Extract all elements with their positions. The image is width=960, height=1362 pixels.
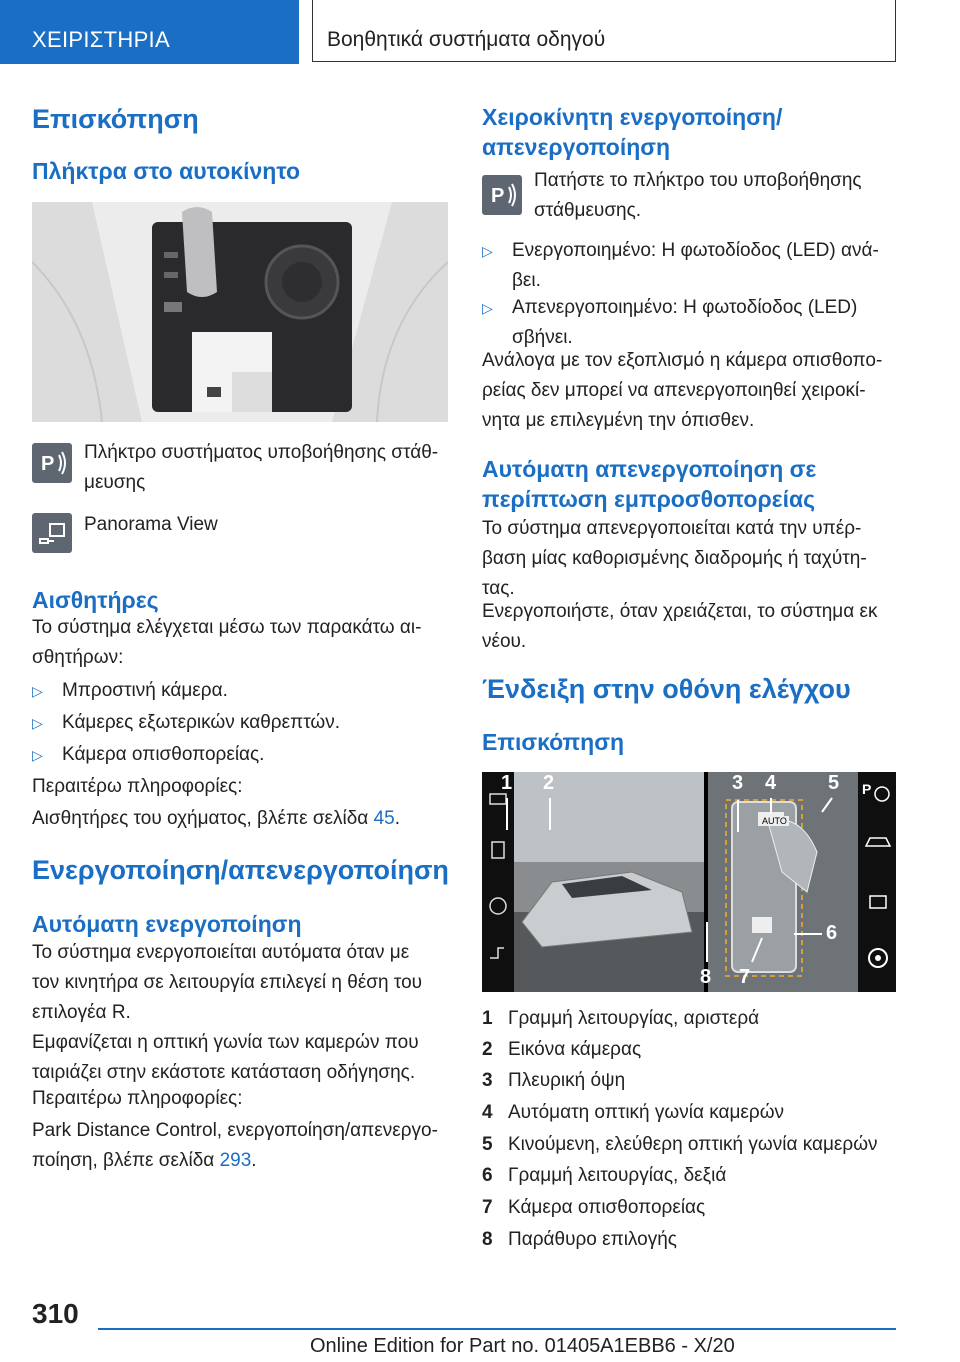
pdc-reference: Park Distance Control, ενεργοποίηση/απενεργο- ποίηση, βλέπε σελίδα 293. <box>32 1120 438 1171</box>
heading-manual-activation: Χειροκίνητη ενεργοποίηση/ απενεργοποίηση <box>482 104 783 160</box>
auto-activation-text: Το σύστημα ενεργοποιείται αυτόματα όταν με τον κινητήρα σε λειτουργία επιλεγεί η θέση του επιλογέα R. <box>32 942 423 1023</box>
display-number-2: 2 <box>543 772 555 794</box>
display-number-6: 6 <box>826 922 838 944</box>
auto-view-text: Εμφανίζεται η οπτική γωνία των καμερών που ταιριάζει στην εκάστοτε κατάσταση οδήγησης. <box>32 1032 419 1083</box>
heading-activation: Ενεργοποίηση/απενεργοποίηση <box>32 855 449 885</box>
bullet-triangle-icon: ▷ <box>482 300 493 316</box>
svg-text:P: P <box>491 185 505 207</box>
button-label-panorama: Panorama View <box>84 514 218 535</box>
legend-item: 5 Κινούμενη, ελεύθερη οπτική γωνία καμερών <box>482 1134 878 1155</box>
display-number-8: 8 <box>700 966 712 988</box>
page-link-293[interactable]: 293 <box>219 1150 252 1171</box>
led-state-item: ▷ Απενεργοποιημένο: Η φωτοδίοδος (LED) σβήνει. <box>482 293 900 353</box>
led-state-item: ▷ Ενεργοποιημένο: Η φωτοδίοδος (LED) ανά- βει. <box>482 236 900 296</box>
bullet-triangle-icon: ▷ <box>32 683 43 699</box>
deactivation-text: Το σύστημα απενεργοποιείται κατά την υπέρ- βαση μίας καθορισμένης διαδρομής ή ταχύτη- τας. <box>482 518 867 599</box>
parking-assist-button-icon <box>32 443 72 483</box>
control-display-screenshot <box>482 772 896 992</box>
display-number-3: 3 <box>732 772 744 794</box>
console-photo <box>32 202 448 422</box>
heading-display: Ένδειξη στην οθόνη ελέγχου <box>482 674 851 704</box>
button-label-parking: Πλήκτρο συστήματος υποβοήθησης στάθ- μευσης <box>84 442 439 493</box>
display-number-1: 1 <box>501 772 513 794</box>
svg-text:P: P <box>41 453 55 475</box>
bullet-triangle-icon: ▷ <box>482 243 493 259</box>
svg-text:P: P <box>862 781 872 797</box>
panorama-view-icon <box>32 513 72 553</box>
display-number-4: 4 <box>765 772 777 794</box>
heading-display-overview: Επισκόπηση <box>482 729 624 755</box>
sensor-item: ▷ Κάμερα οπισθοπορείας. <box>32 740 264 770</box>
legend-item: 4 Αυτόματη οπτική γωνία καμερών <box>482 1102 785 1123</box>
more-info-label: Περαιτέρω πληροφορίες: <box>32 776 243 797</box>
bullet-triangle-icon: ▷ <box>32 747 43 763</box>
parking-assist-button-icon <box>482 175 522 215</box>
more-info-label: Περαιτέρω πληροφορίες: <box>32 1088 243 1109</box>
page-number: 310 <box>32 1298 79 1329</box>
sensor-item: ▷ Κάμερες εξωτερικών καθρεπτών. <box>32 708 340 738</box>
heading-auto-deactivation: Αυτόματη απενεργοποίηση σε περίπτωση εμπροσθοπορείας <box>482 456 817 512</box>
heading-auto-activation: Αυτόματη ενεργοποίηση <box>32 911 302 937</box>
legend-item: 1 Γραμμή λειτουργίας, αριστερά <box>482 1008 760 1029</box>
bullet-triangle-icon: ▷ <box>32 715 43 731</box>
legend-item: 6 Γραμμή λειτουργίας, δεξιά <box>482 1165 727 1186</box>
auto-badge: AUTO <box>762 816 787 826</box>
heading-overview: Επισκόπηση <box>32 104 199 134</box>
edition-footer: Online Edition for Part no. 01405A1EBB6 - X/20 <box>310 1335 735 1357</box>
page-link-45[interactable]: 45 <box>373 808 395 829</box>
heading-buttons: Πλήκτρα στο αυτοκίνητο <box>32 158 301 184</box>
legend-item: 7 Κάμερα οπισθοπορείας <box>482 1197 706 1218</box>
heading-sensors: Αισθητήρες <box>32 587 159 613</box>
chapter-title: Βοηθητικά συστήματα οδηγού <box>312 0 896 62</box>
display-number-5: 5 <box>828 772 840 794</box>
equipment-note: Ανάλογα με τον εξοπλισμό η κάμερα οπισθοπο- ρείας δεν μπορεί να απενεργοποιηθεί χειροκί- νητα με επιλεγμένη την όπισθεν. <box>482 350 883 431</box>
sensor-item: ▷ Μπροστινή κάμερα. <box>32 676 228 706</box>
reactivation-text: Ενεργοποιήστε, όταν χρειάζεται, το σύστημα εκ νέου. <box>482 601 878 652</box>
manual-activation-text: Πατήστε το πλήκτρο του υποβοήθησης στάθμευσης. <box>534 170 862 221</box>
legend-item: 8 Παράθυρο επιλογής <box>482 1229 677 1250</box>
legend-item: 2 Εικόνα κάμερας <box>482 1039 642 1060</box>
sensors-reference: Αισθητήρες του οχήματος, βλέπε σελίδα 45. <box>32 808 400 829</box>
sensors-text: Το σύστημα ελέγχεται μέσω των παρακάτω αι- σθητήρων: <box>32 617 422 668</box>
section-tab: ΧΕΙΡΙΣΤΗΡΙΑ <box>0 0 299 64</box>
legend-item: 3 Πλευρική όψη <box>482 1070 626 1091</box>
footer-divider <box>98 1328 896 1330</box>
display-number-7: 7 <box>739 966 751 988</box>
